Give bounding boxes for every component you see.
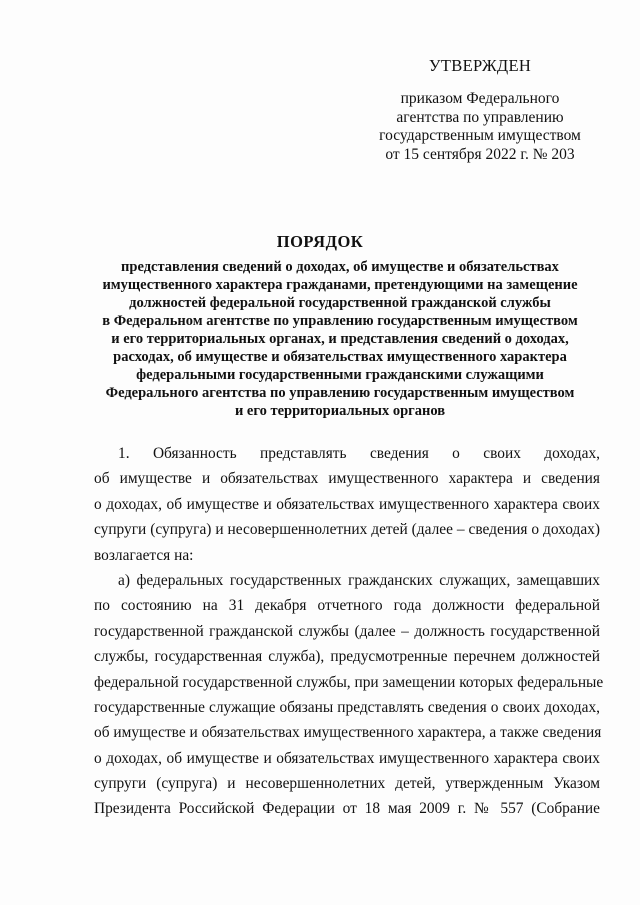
approval-agency-line: агентства по управлению (396, 108, 564, 126)
paragraph-line: возлагается на: (94, 546, 194, 564)
paragraph-line: о доходах, об имуществе и обязательствах имущественного характера своих (94, 495, 600, 513)
paragraph-line: Президента Российской Федерации от 18 мая 2009 г. № 557 (Собрание (94, 800, 600, 818)
subtitle-line: представления сведений о доходах, об имуществе и обязательствах (121, 259, 559, 275)
paragraph-line: федеральной государственной службы, при замещении которых федеральные (94, 673, 604, 691)
document-subtitle (60, 258, 620, 420)
paragraph-line: службы, государственная служба), предусмотренные перечнем должностей (94, 648, 600, 666)
paragraph-line: государственной гражданской службы (далее – должность государственной (94, 622, 600, 640)
paragraph-1 (94, 441, 600, 568)
subtitle-line: федеральными государственными гражданскими служащими (136, 367, 544, 383)
approved-heading: УТВЕРЖДЕН (428, 56, 532, 75)
paragraph-line: об имуществе и обязательствах имущественного характера и сведения (94, 470, 600, 488)
subtitle-line: в Федеральном агентстве по управлению государственным имуществом (102, 313, 578, 329)
subtitle-line: имущественного характера гражданами, претендующими на замещение (102, 277, 578, 293)
paragraph-a (94, 568, 604, 822)
paragraph-line: по состоянию на 31 декабря отчетного года должности федеральной (94, 597, 600, 615)
paragraph-line: государственные служащие обязаны представлять сведения о своих доходах, (94, 698, 600, 716)
paragraph-line: об имуществе и обязательствах имущественного характера, а также сведения (94, 724, 602, 742)
paragraph-line: а) федеральных государственных гражданских служащих, замещавших (118, 571, 600, 589)
paragraph-line: супруги (супруга) и несовершеннолетних детей, утвержденным Указом (94, 775, 600, 793)
paragraph-line: супруги (супруга) и несовершеннолетних детей (далее – сведения о доходах) (94, 521, 600, 539)
subtitle-line: расходах, об имуществе и обязательствах имущественного характера (113, 349, 567, 365)
approval-order-line: приказом Федерального (400, 90, 560, 107)
paragraph-line: 1. Обязанность представлять сведения о своих доходах, (118, 445, 600, 462)
paragraph-line: о доходах, об имуществе и обязательствах имущественного характера своих (94, 749, 600, 767)
subtitle-line: Федерального агентства по управлению государственным имуществом (105, 385, 575, 401)
approval-date-number: от 15 сентября 2022 г. № 203 (385, 145, 575, 163)
subtitle-line: и его территориальных органах, и представления сведений о доходах, (111, 331, 569, 347)
subtitle-line: должностей федеральной государственной гражданской службы (129, 295, 551, 311)
document-body (94, 441, 604, 822)
subtitle-line: и его территориальных органов (234, 403, 446, 419)
approval-block (360, 56, 600, 164)
approval-property-line: государственным имуществом (379, 127, 581, 144)
document-title: ПОРЯДОК (276, 232, 364, 251)
